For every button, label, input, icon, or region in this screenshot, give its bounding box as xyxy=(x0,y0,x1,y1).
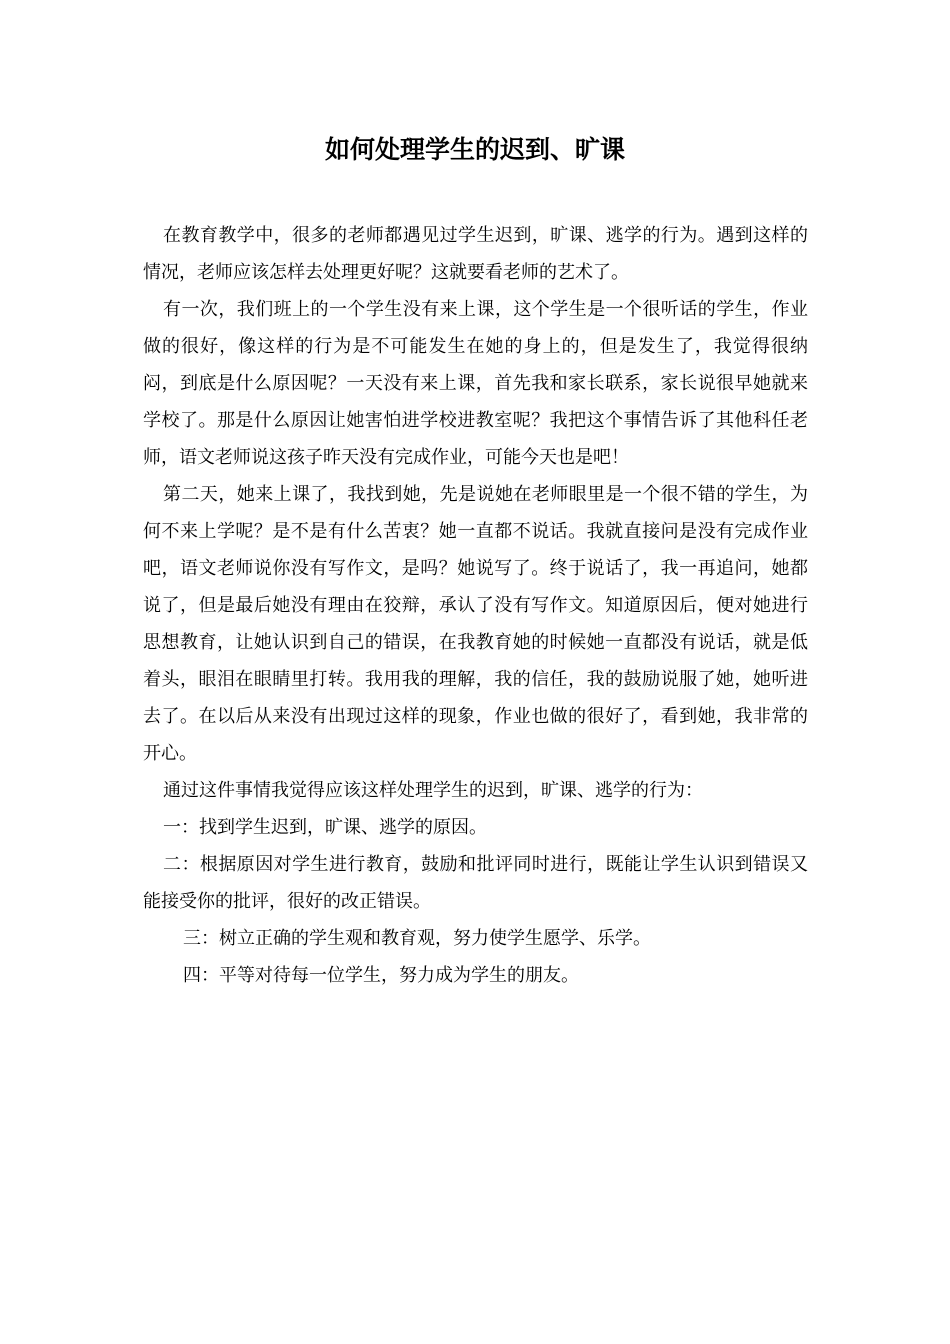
paragraph-intro: 在教育教学中，很多的老师都遇见过学生迟到，旷课、逃学的行为。遇到这样的情况，老师应该怎样去处理更好呢？这就要看老师的艺术了。 xyxy=(143,225,808,283)
list-item-two: 二：根据原因对学生进行教育，鼓励和批评同时进行，既能让学生认识到错误又能接受你的批评，很好的改正错误。 xyxy=(143,854,808,912)
list-item-three: 三：树立正确的学生观和教育观，努力使学生愿学、乐学。 xyxy=(183,928,651,949)
document-title: 如何处理学生的迟到、旷课 xyxy=(324,135,625,164)
paragraph-next-day: 第二天，她来上课了，我找到她，先是说她在老师眼里是一个很不错的学生，为何不来上学呢？是不是有什么苦衷？她一直都不说话。我就直接问是没有完成作业吧，语文老师说你没有写作文，是吗？她说写了。终于说话了，我一再追问，她都说了，但是最后她没有理由在狡辩，承认了没有写作文。知道原因后，便对她进行思想教育，让她认识到自己的错误，在我教育她的时候她一直都没有说话，就是低着头，眼泪在眼睛里打转。我用我的理解，我的信任，我的鼓励说服了她，她听进去了。在以后从来没有出现过这样的现象，作业也做的很好了，看到她，我非常的开心。 xyxy=(143,484,808,764)
list-item-one: 一：找到学生迟到，旷课、逃学的原因。 xyxy=(163,817,487,838)
paragraph-incident: 有一次，我们班上的一个学生没有来上课，这个学生是一个很听话的学生，作业做的很好，像这样的行为是不可能发生在她的身上的，但是发生了，我觉得很纳闷，到底是什么原因呢？一天没有来上课，首先我和家长联系，家长说很早她就来学校了。那是什么原因让她害怕进学校进教室呢？我把这个事情告诉了其他科任老师，语文老师说这孩子昨天没有完成作业，可能今天也是吧！ xyxy=(143,299,808,468)
list-item-four: 四：平等对待每一位学生，努力成为学生的朋友。 xyxy=(183,965,579,986)
document-body xyxy=(143,217,808,994)
paragraph-conclusion: 通过这件事情我觉得应该这样处理学生的迟到，旷课、逃学的行为： xyxy=(163,780,703,801)
